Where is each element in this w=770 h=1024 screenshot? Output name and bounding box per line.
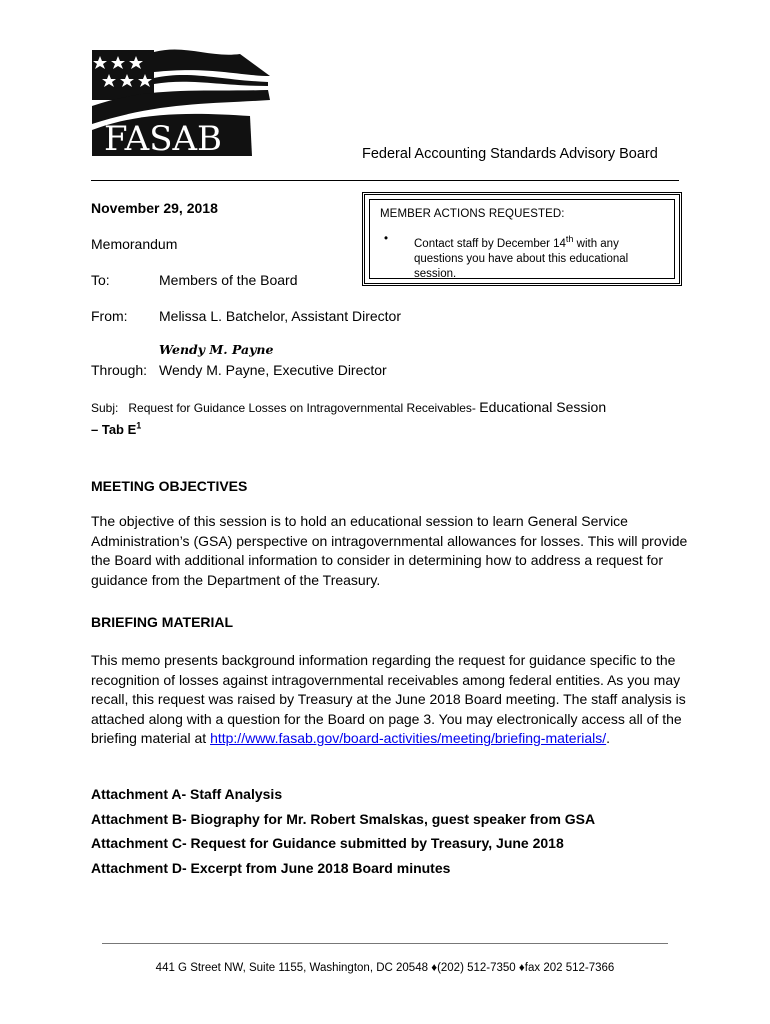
briefing-material-text — [91, 651, 691, 749]
to-value: Members of the Board — [159, 272, 298, 288]
subject-label: Subj: — [91, 401, 119, 415]
footer-street: 441 G Street NW, Suite 1155, Washington, DC 20548 — [155, 962, 432, 974]
diamond-separator-icon: ♦ — [431, 962, 438, 974]
memo-type: Memorandum — [91, 236, 178, 252]
footer-divider — [102, 943, 668, 944]
member-action-text — [414, 232, 664, 282]
action-text-superscript: th — [565, 234, 574, 244]
footnote-marker: 1 — [136, 421, 142, 431]
subject-text: Request for Guidance Losses on Intragovernmental Receivables- — [128, 401, 476, 415]
bullet-icon: • — [384, 233, 389, 245]
member-actions-box — [362, 192, 682, 286]
subject-line — [91, 398, 681, 439]
header-divider — [91, 180, 679, 181]
organization-name: Federal Accounting Standards Advisory Board — [362, 146, 658, 162]
action-text-start: Contact staff by December 14 — [414, 237, 566, 250]
attachment-item: Attachment A- Staff Analysis — [91, 786, 283, 802]
to-label: To: — [91, 272, 110, 288]
member-action-item — [380, 232, 664, 282]
subject-tab-text: – Tab E — [91, 422, 137, 438]
through-label: Through: — [91, 362, 148, 378]
through-value: Wendy M. Payne, Executive Director — [159, 362, 387, 378]
meeting-objectives-heading: MEETING OBJECTIVES — [91, 478, 248, 494]
from-label: From: — [91, 308, 128, 324]
memo-date: November 29, 2018 — [91, 200, 218, 216]
logo-text: FASAB — [104, 119, 223, 158]
flag-graphic — [90, 46, 272, 158]
member-actions-inner — [369, 199, 675, 279]
briefing-materials-link[interactable]: http://www.fasab.gov/board-activities/meeting/briefing-materials/ — [210, 730, 607, 746]
attachment-item: Attachment B- Biography for Mr. Robert Smalskas, guest speaker from GSA — [91, 810, 596, 827]
briefing-text-body: This memo presents background information regarding the request for guidance specific to the recognition of losses against intragovernmental receivables among federal entities. As you may recall, this request was raised by Treasury at the June 2018 Board meeting. The staff analysis is attached along with a question for the Board on page 3. You may electronically access all of the briefing material at — [91, 652, 686, 746]
briefing-text-end: . — [606, 730, 611, 746]
footer-address — [0, 962, 770, 974]
from-value: Melissa L. Batchelor, Assistant Director — [159, 308, 401, 324]
diamond-separator-icon: ♦ — [518, 962, 525, 974]
attachment-item: Attachment C- Request for Guidance submitted by Treasury, June 2018 — [91, 835, 564, 851]
action-text-end: with any questions you have about this educational session. — [414, 237, 629, 280]
subject-tab — [91, 422, 141, 437]
signature: Wendy M. Payne — [159, 342, 274, 357]
member-actions-title: MEMBER ACTIONS REQUESTED: — [380, 208, 565, 220]
attachments-list — [91, 782, 595, 880]
subject-tail: Educational Session — [479, 399, 607, 415]
attachment-item: Attachment D- Excerpt from June 2018 Board minutes — [91, 859, 451, 876]
footer-phone: (202) 512-7350 — [437, 962, 519, 974]
footer-fax: fax 202 512-7366 — [524, 962, 615, 974]
fasab-logo — [90, 46, 272, 158]
meeting-objectives-text: The objective of this session is to hold an educational session to learn General Service Administration’s (GSA) perspective on intragovernmental allowances for losses. This will provide the Board with additional information to consider in determining how to address a request for guidance from the Department of the Treasury. — [91, 513, 688, 588]
briefing-material-heading: BRIEFING MATERIAL — [91, 614, 234, 630]
